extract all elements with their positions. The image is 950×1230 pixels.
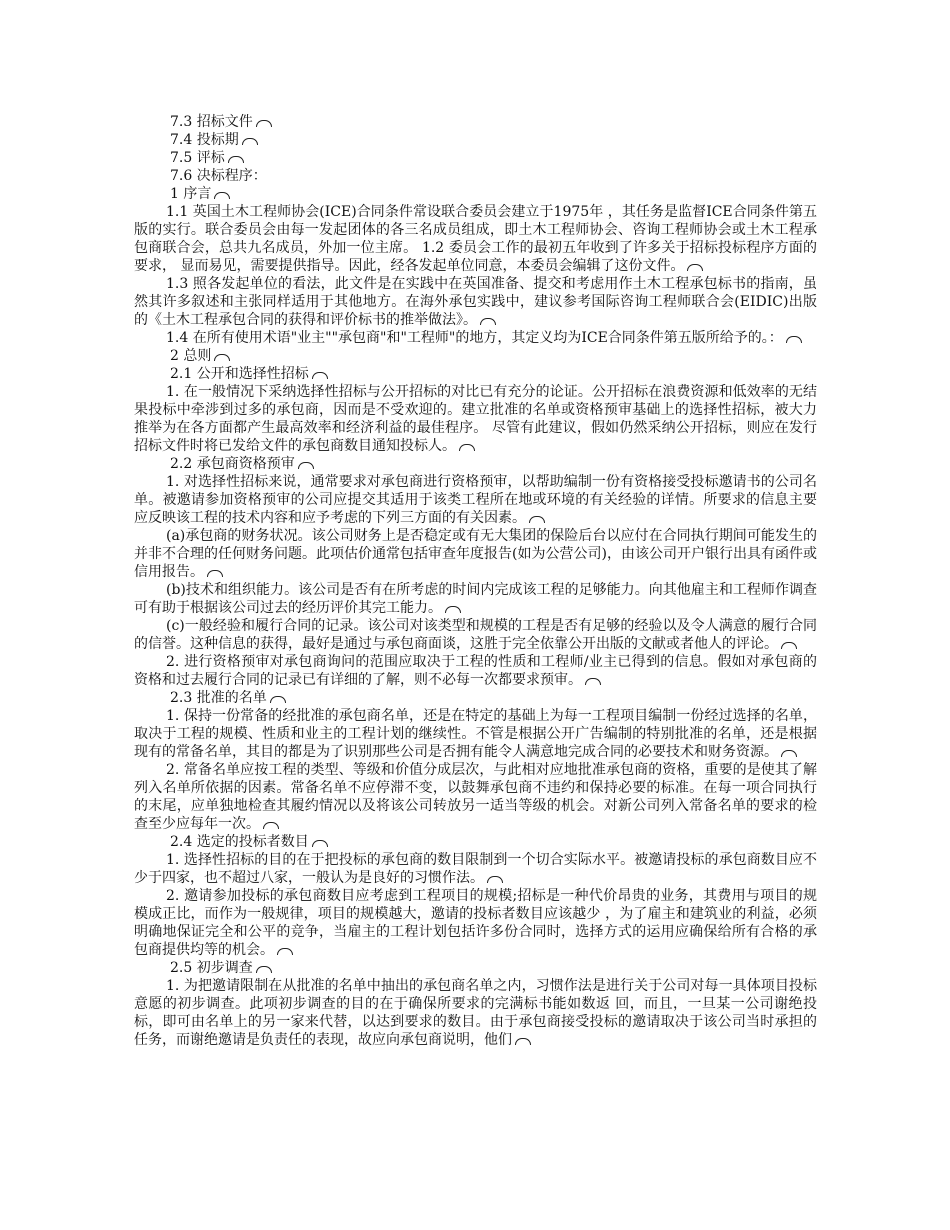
paragraph-mark-icon <box>515 1038 531 1045</box>
paragraph-mark-icon <box>480 318 496 325</box>
paragraph-mark-icon <box>256 966 272 973</box>
text-run: 1.4 在所有使用术语"业主""承包商"和"工程师"的地方，其定义均为ICE合同条件第五版所给予的。： <box>166 330 783 346</box>
paragraph-mark-icon <box>487 876 503 883</box>
paragraph-mark-icon <box>270 696 286 703</box>
section-heading <box>134 347 817 365</box>
text-run: 2.1 公开和选择性招标 <box>170 366 309 382</box>
paragraph-mark-icon <box>459 444 475 451</box>
paragraph-mark-icon <box>445 606 461 613</box>
section-heading <box>134 167 817 185</box>
text-run: 2. 常备名单应按工程的类型、等级和价值分成层次，与此相对应地批准承包商的资格，重要的是使其了解列入名单所依据的因素。常备名单不应停滞不变，以鼓舞承包商不违约和保持必要的标准。在每一项合同执行的末尾，应单独地检查其履约情况以及将该公司转放另一适当等级的机会。对新公司列入常备名单的要求的检查至少应每年一次。 <box>134 762 817 832</box>
section-heading <box>134 689 817 707</box>
document-body <box>134 113 817 1049</box>
text-run: 2.5 初步调查 <box>170 960 253 976</box>
paragraph-mark-icon <box>298 462 314 469</box>
paragraph <box>134 581 817 617</box>
paragraph-mark-icon <box>687 264 703 271</box>
text-run: 7.6 决标程序： <box>170 168 267 184</box>
paragraph-mark-icon <box>312 840 328 847</box>
paragraph-mark-icon <box>529 516 545 523</box>
paragraph <box>134 887 817 959</box>
paragraph <box>134 383 817 455</box>
paragraph-mark-icon <box>214 192 230 199</box>
paragraph <box>134 977 817 1049</box>
text-run: 1. 在一般情况下采纳选择性招标与公开招标的对比已有充分的论证。公开招标在浪费资源和低效率的无结果投标中牵涉到过多的承包商，因而是不受欢迎的。建立批准的名单或资格预审基础上的选择性招标，被大力推举为在各方面都产生最高效率和经济利益的最佳程序。 尽管有此建议，假如仍然采纳公开招标，则应在发行招标文件时将已发给文件的承包商数目通知投标人。 <box>134 384 817 454</box>
text-run: 2. 邀请参加投标的承包商数目应考虑到工程项目的规模;招标是一种代价昂贵的业务，其费用与项目的规模成正比，而作为一般规律，项目的规模越大，邀请的投标者数目应该越少 ，为了雇主和建筑业的利益，必须明确地保证完全和公平的竞争，当雇主的工程计划包括许多份合同时，选择方式的运用应确保给所有合格的承包商提供均等的机会。 <box>134 888 817 958</box>
text-run: 1 序言 <box>170 186 212 202</box>
section-heading <box>134 959 817 977</box>
section-heading <box>134 149 817 167</box>
text-run: 2.2 承包商资格预审 <box>170 456 295 472</box>
text-run: 7.5 评标 <box>170 150 225 166</box>
paragraph <box>134 707 817 761</box>
text-run: 2.4 选定的投标者数目 <box>170 834 309 850</box>
paragraph <box>134 473 817 527</box>
text-run: 2 总则 <box>170 348 212 364</box>
text-run: (c)一般经验和履行合同的记录。该公司对该类型和规模的工程是否有足够的经验以及令人满意的履行合同的信誉。这种信息的获得，最好是通过与承包商面谈，这胜于完全依靠公开出版的文献或者他人的评论。 <box>134 618 817 652</box>
paragraph <box>134 203 817 275</box>
text-run: 7.4 投标期 <box>170 132 239 148</box>
text-run: 1.1 英国土木工程师协会(ICE)合同条件常设联合委员会建立于1975年 ，其任务是监督ICE合同条件第五版的实行。联合委员会由每一发起团体的各三名成员组成，即土木工程师协会、咨询工程师协会或土木工程承包商联合会，总共九名成员，外加一位主席。 1.2 委员会工作的最初五年收到了许多关于招标投标程序方面的要求， 显而易见，需要提供指导。因此，经各发起单位同意，本委员会编辑了这份文件。 <box>134 204 817 274</box>
text-run: (b)技术和组织能力。该公司是否有在所考虑的时间内完成该工程的足够能力。向其他雇主和工程师作调查可有助于根据该公司过去的经历评价其完工能力。 <box>134 582 817 616</box>
section-heading <box>134 131 817 149</box>
paragraph-mark-icon <box>228 156 244 163</box>
paragraph-mark-icon <box>207 570 223 577</box>
paragraph <box>134 761 817 833</box>
text-run: 1. 对选择性招标来说，通常要求对承包商进行资格预审，以帮助编制一份有资格接受投标邀请书的公司名单。被邀请参加资格预审的公司应提交其适用于该类工程所在地或环境的有关经验的详情。所要求的信息主要应反映该工程的技术内容和应予考虑的下列三方面的有关因素。 <box>134 474 817 526</box>
text-run: 7.3 招标文件 <box>170 114 253 130</box>
paragraph-mark-icon <box>214 354 230 361</box>
paragraph <box>134 329 817 347</box>
section-heading <box>134 833 817 851</box>
text-run: (a)承包商的财务状况。该公司财务上是否稳定或有无大集团的保险后台以应付在合同执行期间可能发生的并非不合理的任何财务问题。此项估价通常包括审查年度报告(如为公营公司)，由该公司开户银行出具有函件或信用报告。 <box>134 528 817 580</box>
paragraph-mark-icon <box>781 642 797 649</box>
paragraph-mark-icon <box>263 822 279 829</box>
paragraph-mark-icon <box>256 120 272 127</box>
paragraph <box>134 527 817 581</box>
text-run: 1. 选择性招标的目的在于把投标的承包商的数目限制到一个切合实际水平。被邀请投标的承包商数目应不少于四家，也不超过八家，一般认为是良好的习惯作法。 <box>134 852 817 886</box>
text-run: 1. 保持一份常备的经批准的承包商名单，还是在特定的基础上为每一工程项目编制一份经过选择的名单，取决于工程的规模、性质和业主的工程计划的继续性。不管是根据公开广告编制的特别批准的名单，还是根据现有的常备名单，其目的都是为了识别那些公司是否拥有能令人满意地完成合同的必要技术和财务资源。 <box>134 708 817 760</box>
section-heading <box>134 365 817 383</box>
paragraph-mark-icon <box>585 678 601 685</box>
text-run: 1.3 照各发起单位的看法，此文件是在实践中在英国准备、提交和考虑用作土木工程承包标书的指南，虽然其许多叙述和主张同样适用于其他地方。在海外承包实践中，建议参考国际咨询工程师联合会(EIDIC)出版的《土木工程承包合同的获得和评价标书的推举做法》。 <box>134 276 817 328</box>
paragraph <box>134 617 817 653</box>
paragraph-mark-icon <box>781 750 797 757</box>
paragraph <box>134 653 817 689</box>
section-heading <box>134 113 817 131</box>
paragraph-mark-icon <box>312 372 328 379</box>
text-run: 2. 进行资格预审对承包商询问的范围应取决于工程的性质和工程师/业主已得到的信息。假如对承包商的资格和过去履行合同的记录已有详细的了解，则不必每一次都要求预审。 <box>134 654 817 688</box>
paragraph <box>134 851 817 887</box>
section-heading <box>134 185 817 203</box>
section-heading <box>134 455 817 473</box>
paragraph-mark-icon <box>786 336 802 343</box>
paragraph <box>134 275 817 329</box>
paragraph-mark-icon <box>242 138 258 145</box>
text-run: 2.3 批准的名单 <box>170 690 267 706</box>
paragraph-mark-icon <box>277 948 293 955</box>
text-run: 1. 为把邀请限制在从批准的名单中抽出的承包商名单之内，习惯作法是进行关于公司对每一具体项目投标意愿的初步调查。此项初步调查的目的在于确保所要求的完满标书能如数返 回，而且，一旦某一公司谢绝投标，即可由名单上的另一家来代替，以达到要求的数目。由于承包商接受投标的邀请取决于该公司当时承担的任务，而谢绝邀请是负责任的表现，故应向承包商说明，他们 <box>134 978 817 1048</box>
